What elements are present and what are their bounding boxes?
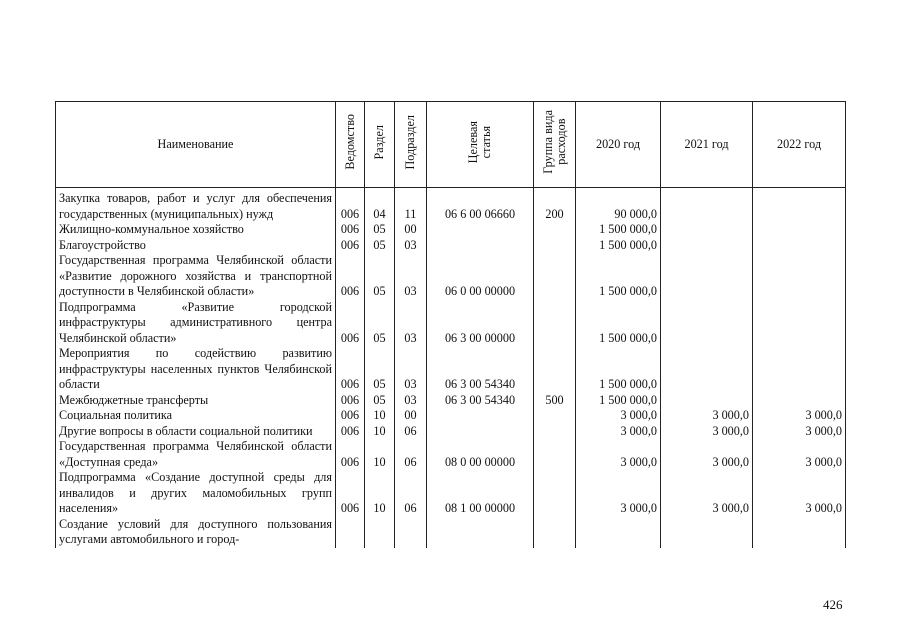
cell-dept: 006 bbox=[336, 253, 365, 300]
cell-2021 bbox=[661, 300, 753, 347]
cell-dept: 006 bbox=[336, 300, 365, 347]
cell-2022: 3 000,0 bbox=[753, 408, 846, 424]
cell-section: 05 bbox=[365, 346, 395, 393]
budget-table bbox=[55, 101, 846, 548]
cell-subsection: 00 bbox=[395, 408, 427, 424]
cell-2020: 1 500 000,0 bbox=[576, 238, 661, 254]
cell-name: Подпрограмма «Создание доступной среды для инвалидов и других маломобильных групп населения» bbox=[56, 470, 336, 517]
table-row bbox=[56, 300, 846, 347]
cell-dept: 006 bbox=[336, 470, 365, 517]
cell-target: 06 6 00 06660 bbox=[427, 188, 534, 223]
cell-2020: 1 500 000,0 bbox=[576, 393, 661, 409]
header-group: Группа вида расходов bbox=[534, 102, 576, 188]
cell-name: Закупка товаров, работ и услуг для обеспечения государственных (муниципальных) нужд bbox=[56, 188, 336, 223]
cell-subsection: 03 bbox=[395, 238, 427, 254]
cell-2022 bbox=[753, 188, 846, 223]
cell-group: 200 bbox=[534, 188, 576, 223]
cell-subsection: 06 bbox=[395, 439, 427, 470]
cell-dept bbox=[336, 517, 365, 548]
cell-name: Государственная программа Челябинской области «Доступная среда» bbox=[56, 439, 336, 470]
page-number: 426 bbox=[823, 597, 843, 612]
header-2020: 2020 год bbox=[576, 102, 661, 188]
table-row bbox=[56, 439, 846, 470]
cell-section: 05 bbox=[365, 253, 395, 300]
cell-name: Мероприятия по содействию развитию инфраструктуры населенных пунктов Челябинской области bbox=[56, 346, 336, 393]
header-target: Целевая статья bbox=[427, 102, 534, 188]
cell-target bbox=[427, 238, 534, 254]
cell-target: 06 3 00 00000 bbox=[427, 300, 534, 347]
cell-dept: 006 bbox=[336, 424, 365, 440]
cell-2021 bbox=[661, 238, 753, 254]
table-row bbox=[56, 346, 846, 393]
cell-2020: 3 000,0 bbox=[576, 439, 661, 470]
cell-group bbox=[534, 517, 576, 548]
cell-target: 08 0 00 00000 bbox=[427, 439, 534, 470]
cell-name: Другие вопросы в области социальной политики bbox=[56, 424, 336, 440]
cell-group: 500 bbox=[534, 393, 576, 409]
cell-2021: 3 000,0 bbox=[661, 439, 753, 470]
cell-target bbox=[427, 424, 534, 440]
table-row bbox=[56, 517, 846, 548]
table-row bbox=[56, 188, 846, 223]
cell-name: Создание условий для доступного пользования услугами автомобильного и город- bbox=[56, 517, 336, 548]
cell-group bbox=[534, 346, 576, 393]
cell-subsection: 00 bbox=[395, 222, 427, 238]
cell-target: 06 3 00 54340 bbox=[427, 346, 534, 393]
header-2021: 2021 год bbox=[661, 102, 753, 188]
cell-2022 bbox=[753, 222, 846, 238]
cell-subsection: 03 bbox=[395, 253, 427, 300]
cell-target: 06 0 00 00000 bbox=[427, 253, 534, 300]
cell-2022 bbox=[753, 393, 846, 409]
table-row bbox=[56, 393, 846, 409]
cell-target bbox=[427, 408, 534, 424]
cell-section: 04 bbox=[365, 188, 395, 223]
header-2022: 2022 год bbox=[753, 102, 846, 188]
cell-2022 bbox=[753, 300, 846, 347]
cell-section: 10 bbox=[365, 439, 395, 470]
cell-2022: 3 000,0 bbox=[753, 470, 846, 517]
cell-2022: 3 000,0 bbox=[753, 439, 846, 470]
cell-2022: 3 000,0 bbox=[753, 424, 846, 440]
table-row bbox=[56, 222, 846, 238]
cell-2021: 3 000,0 bbox=[661, 470, 753, 517]
cell-subsection bbox=[395, 517, 427, 548]
cell-name: Благоустройство bbox=[56, 238, 336, 254]
cell-subsection: 11 bbox=[395, 188, 427, 223]
cell-2020: 3 000,0 bbox=[576, 424, 661, 440]
cell-subsection: 03 bbox=[395, 346, 427, 393]
cell-2022 bbox=[753, 346, 846, 393]
table-body bbox=[56, 188, 846, 548]
cell-2020: 1 500 000,0 bbox=[576, 346, 661, 393]
cell-group bbox=[534, 470, 576, 517]
cell-2021 bbox=[661, 393, 753, 409]
cell-2020: 1 500 000,0 bbox=[576, 222, 661, 238]
table-row bbox=[56, 408, 846, 424]
cell-dept: 006 bbox=[336, 393, 365, 409]
table-row bbox=[56, 470, 846, 517]
cell-dept: 006 bbox=[336, 408, 365, 424]
header-section: Раздел bbox=[365, 102, 395, 188]
cell-subsection: 03 bbox=[395, 393, 427, 409]
cell-name: Подпрограмма «Развитие городской инфраструктуры административного центра Челябинской области» bbox=[56, 300, 336, 347]
cell-2022 bbox=[753, 238, 846, 254]
cell-group bbox=[534, 222, 576, 238]
cell-dept: 006 bbox=[336, 188, 365, 223]
table-row bbox=[56, 238, 846, 254]
cell-subsection: 06 bbox=[395, 470, 427, 517]
cell-section bbox=[365, 517, 395, 548]
cell-name: Межбюджетные трансферты bbox=[56, 393, 336, 409]
cell-2021 bbox=[661, 222, 753, 238]
cell-group bbox=[534, 253, 576, 300]
header-subsection: Подраздел bbox=[395, 102, 427, 188]
cell-target bbox=[427, 517, 534, 548]
table-row bbox=[56, 253, 846, 300]
header-name: Наименование bbox=[56, 102, 336, 188]
cell-subsection: 03 bbox=[395, 300, 427, 347]
cell-group bbox=[534, 300, 576, 347]
cell-section: 05 bbox=[365, 300, 395, 347]
cell-target bbox=[427, 222, 534, 238]
cell-2020: 3 000,0 bbox=[576, 470, 661, 517]
cell-name: Социальная политика bbox=[56, 408, 336, 424]
cell-2021: 3 000,0 bbox=[661, 408, 753, 424]
cell-group bbox=[534, 439, 576, 470]
cell-section: 10 bbox=[365, 470, 395, 517]
cell-target: 08 1 00 00000 bbox=[427, 470, 534, 517]
cell-2020: 90 000,0 bbox=[576, 188, 661, 223]
table-header-row bbox=[56, 102, 846, 188]
cell-section: 05 bbox=[365, 222, 395, 238]
cell-dept: 006 bbox=[336, 439, 365, 470]
cell-2021 bbox=[661, 188, 753, 223]
cell-name: Жилищно-коммунальное хозяйство bbox=[56, 222, 336, 238]
cell-2020: 1 500 000,0 bbox=[576, 253, 661, 300]
cell-2022 bbox=[753, 253, 846, 300]
table-row bbox=[56, 424, 846, 440]
cell-group bbox=[534, 408, 576, 424]
cell-dept: 006 bbox=[336, 238, 365, 254]
cell-2020: 3 000,0 bbox=[576, 408, 661, 424]
cell-section: 10 bbox=[365, 424, 395, 440]
cell-2021: 3 000,0 bbox=[661, 424, 753, 440]
cell-section: 10 bbox=[365, 408, 395, 424]
cell-2021 bbox=[661, 253, 753, 300]
cell-dept: 006 bbox=[336, 222, 365, 238]
cell-2021 bbox=[661, 346, 753, 393]
cell-2021 bbox=[661, 517, 753, 548]
cell-2020 bbox=[576, 517, 661, 548]
cell-name: Государственная программа Челябинской области «Развитие дорожного хозяйства и транспортной доступности в Челябинской области» bbox=[56, 253, 336, 300]
cell-subsection: 06 bbox=[395, 424, 427, 440]
cell-group bbox=[534, 238, 576, 254]
cell-target: 06 3 00 54340 bbox=[427, 393, 534, 409]
cell-dept: 006 bbox=[336, 346, 365, 393]
header-dept: Ведомство bbox=[336, 102, 365, 188]
cell-section: 05 bbox=[365, 393, 395, 409]
cell-group bbox=[534, 424, 576, 440]
cell-section: 05 bbox=[365, 238, 395, 254]
cell-2022 bbox=[753, 517, 846, 548]
cell-2020: 1 500 000,0 bbox=[576, 300, 661, 347]
